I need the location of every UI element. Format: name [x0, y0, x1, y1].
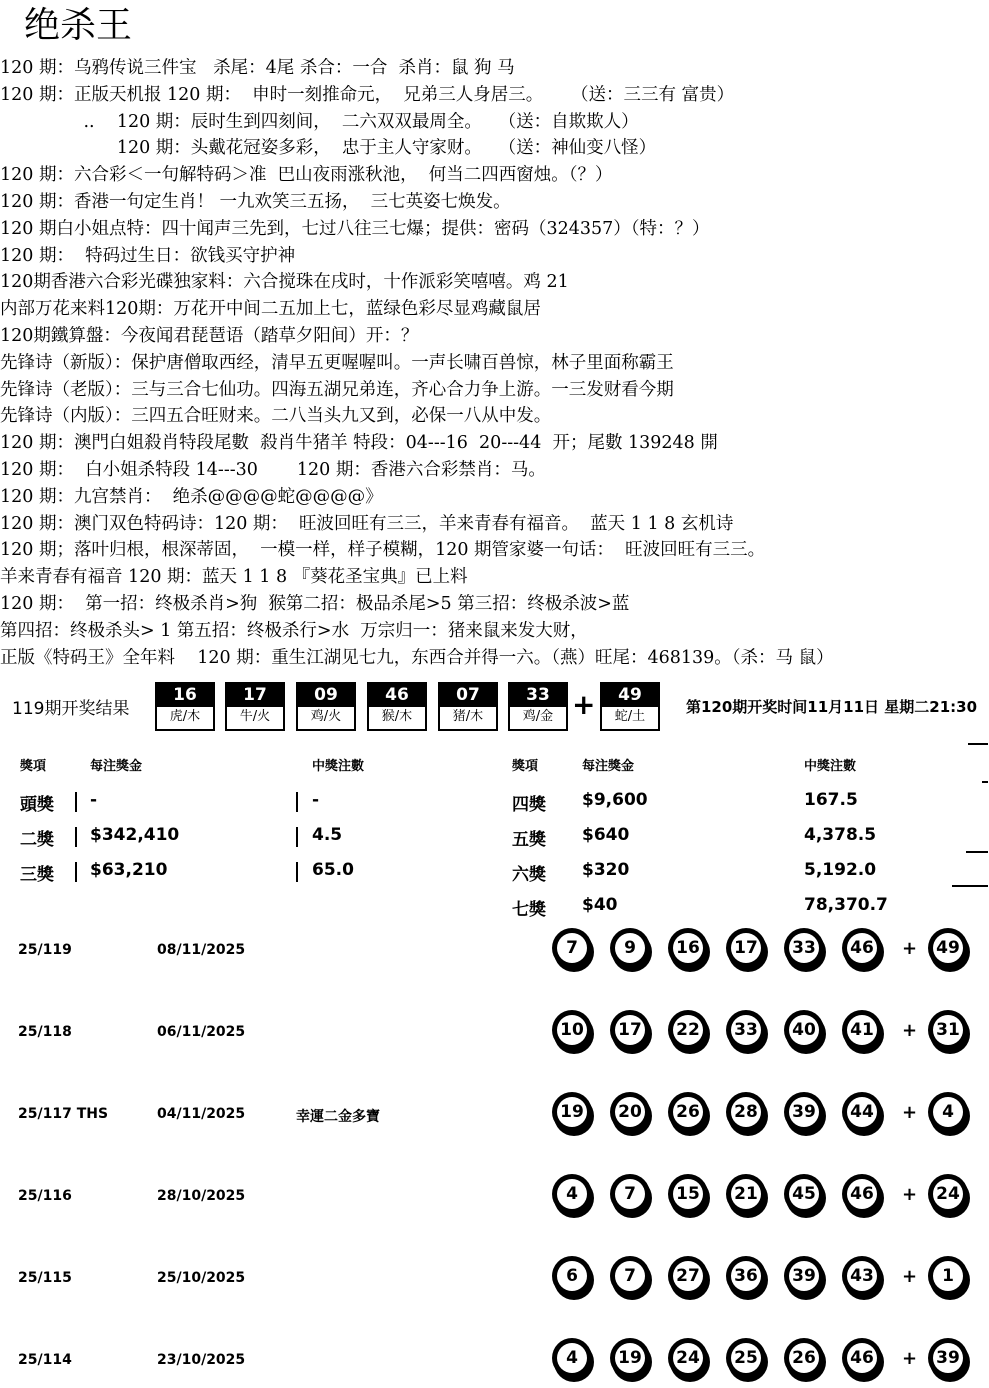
- column-divider: [75, 827, 77, 847]
- ball-number: 17: [615, 1015, 645, 1045]
- prize-name: 二獎: [20, 830, 54, 850]
- text-line: 先锋诗（内版）：三四五合旺财来。二八当头九又到，必保一八从中发。: [0, 406, 552, 427]
- header-item: 獎項: [512, 759, 539, 774]
- prize-winners: 5,192.0: [804, 860, 877, 880]
- history-plus-sign: +: [902, 1348, 918, 1369]
- history-number-ball: [842, 1010, 882, 1050]
- prize-name: 三獎: [20, 865, 54, 885]
- text-line: 120 期：正版天机报 120 期： 申时一刻推命元， 兄弟三人身居三。 （送：三三有 富贵）: [0, 84, 735, 105]
- text-line: 120期香港六合彩光碟独家料：六合搅珠在戌时，十作派彩笑嘻嘻。鸡 21: [0, 272, 569, 293]
- history-period: 25/119: [18, 942, 72, 958]
- history-number-ball: [784, 1338, 824, 1378]
- ball-number: 09: [298, 684, 354, 707]
- ball-number: 07: [440, 684, 496, 707]
- next-draw-time: 第120期开奖时间11月11日 星期二21:30: [686, 698, 978, 716]
- text-line: 先锋诗（老版）：三与三合七仙功。四海五湖兄弟连，齐心合力争上游。一三发财看今期: [0, 379, 674, 400]
- special-number-ball: [600, 682, 660, 731]
- ball-number: 4: [557, 1179, 587, 1209]
- ball-number: 16: [673, 933, 703, 963]
- history-period: 25/115: [18, 1270, 72, 1286]
- ball-number: 28: [731, 1097, 761, 1127]
- ball-zodiac: 猴/木: [381, 709, 413, 724]
- prize-winners: 65.0: [312, 860, 354, 880]
- ball-number: 49: [602, 684, 658, 707]
- header-winners: 中獎注數: [804, 759, 857, 774]
- ball-number: 7: [615, 1261, 645, 1291]
- ball-number: 27: [673, 1261, 703, 1291]
- history-number-ball: [552, 1010, 592, 1050]
- prize-amount: -: [90, 790, 98, 810]
- draw-results-label: 119期开奖结果: [12, 699, 130, 719]
- text-line: 120 期： 白小姐杀特段 14---30 120 期：香港六合彩禁肖：马。: [0, 459, 546, 480]
- ball-number: 39: [789, 1261, 819, 1291]
- drawn-number-ball: [367, 682, 427, 731]
- history-date: 06/11/2025: [157, 1024, 246, 1040]
- ball-number: 4: [557, 1343, 587, 1373]
- ball-number: 40: [789, 1015, 819, 1045]
- ball-number: 1: [933, 1261, 963, 1291]
- history-period: 25/116: [18, 1188, 72, 1204]
- history-row: [0, 1256, 989, 1306]
- history-number-ball: [610, 1256, 650, 1296]
- prize-name: 四獎: [512, 795, 546, 815]
- header-amount: 每注獎金: [582, 759, 635, 774]
- ball-number: 25: [731, 1343, 761, 1373]
- ball-number: 36: [731, 1261, 761, 1291]
- text-line: 120 期：乌鸦传说三件宝 杀尾：4尾 杀合：一合 杀肖：鼠 狗 马: [0, 58, 515, 78]
- prize-winners: 4,378.5: [804, 825, 877, 845]
- edge-mark: [952, 885, 988, 887]
- ball-number: 17: [227, 684, 283, 707]
- history-number-ball: [668, 1256, 708, 1296]
- prize-amount: $640: [582, 825, 630, 845]
- ball-number: 26: [673, 1097, 703, 1127]
- history-special-ball: [928, 1338, 968, 1378]
- history-number-ball: [668, 1092, 708, 1132]
- history-number-ball: [842, 1092, 882, 1132]
- ball-number: 16: [157, 684, 213, 707]
- ball-number: 41: [847, 1015, 877, 1045]
- header-item: 獎項: [20, 759, 47, 774]
- drawn-number-ball: [296, 682, 356, 731]
- text-line: .. 120 期：辰时生到四刻间， 二六双双最周全。 （送：自欺欺人）: [0, 111, 639, 132]
- ball-number: 24: [933, 1179, 963, 1209]
- history-period: 25/117 THS: [18, 1106, 109, 1122]
- prize-name: 五獎: [512, 830, 546, 850]
- history-period: 25/118: [18, 1024, 72, 1040]
- history-date: 23/10/2025: [157, 1352, 246, 1368]
- ball-number: 15: [673, 1179, 703, 1209]
- history-special-ball: [928, 928, 968, 968]
- history-number-ball: [668, 1010, 708, 1050]
- history-date: 08/11/2025: [157, 942, 246, 958]
- history-number-ball: [726, 1174, 766, 1214]
- ball-number: 22: [673, 1015, 703, 1045]
- history-number-ball: [726, 1010, 766, 1050]
- ball-number: 39: [933, 1343, 963, 1373]
- prize-winners: -: [312, 790, 320, 810]
- history-number-ball: [552, 1174, 592, 1214]
- text-line: 120 期；落叶归根，根深蒂固， 一模一样，样子模糊，120 期管家婆一句话： 旺波回旺有三三。: [0, 540, 766, 561]
- ball-number: 46: [847, 933, 877, 963]
- drawn-number-ball: [508, 682, 568, 731]
- history-number-ball: [668, 1174, 708, 1214]
- history-plus-sign: +: [902, 1020, 918, 1041]
- history-date: 25/10/2025: [157, 1270, 246, 1286]
- history-number-ball: [842, 1174, 882, 1214]
- column-divider: [296, 827, 298, 847]
- ball-number: 39: [789, 1097, 819, 1127]
- history-row: [0, 928, 989, 978]
- ball-number: 26: [789, 1343, 819, 1373]
- history-plus-sign: +: [902, 1184, 918, 1205]
- history-note: 幸運二金多寶: [296, 1109, 380, 1125]
- special-plus-sign: +: [572, 688, 596, 721]
- history-number-ball: [842, 1256, 882, 1296]
- history-number-ball: [726, 1256, 766, 1296]
- history-number-ball: [784, 1256, 824, 1296]
- history-date: 28/10/2025: [157, 1188, 246, 1204]
- text-line: 120 期： 特码过生日：欲钱买守护神: [0, 245, 296, 266]
- history-number-ball: [610, 1010, 650, 1050]
- ball-number: 46: [847, 1343, 877, 1373]
- history-number-ball: [726, 928, 766, 968]
- history-special-ball: [928, 1010, 968, 1050]
- history-date: 04/11/2025: [157, 1106, 246, 1122]
- drawn-number-ball: [155, 682, 215, 731]
- column-divider: [296, 792, 298, 812]
- history-number-ball: [842, 928, 882, 968]
- ball-zodiac: 鸡/火: [310, 709, 342, 724]
- header-winners: 中獎注數: [312, 759, 365, 774]
- ball-number: 33: [510, 684, 566, 707]
- ball-number: 19: [557, 1097, 587, 1127]
- ball-zodiac: 牛/火: [239, 709, 271, 724]
- ball-number: 7: [615, 1179, 645, 1209]
- history-number-ball: [552, 1256, 592, 1296]
- ball-number: 46: [369, 684, 425, 707]
- prize-amount: $342,410: [90, 825, 180, 845]
- text-line: 120 期：九宫禁肖： 绝杀@@@@蛇@@@@》: [0, 486, 383, 507]
- history-number-ball: [784, 928, 824, 968]
- ball-zodiac: 虎/木: [169, 709, 201, 724]
- prize-amount: $63,210: [90, 860, 168, 880]
- history-row: [0, 1338, 989, 1388]
- text-line: 羊来青春有福音 120 期：蓝天 1 1 8 『葵花圣宝典』已上料: [0, 567, 468, 588]
- history-number-ball: [842, 1338, 882, 1378]
- ball-number: 45: [789, 1179, 819, 1209]
- history-special-ball: [928, 1256, 968, 1296]
- ball-number: 6: [557, 1261, 587, 1291]
- ball-number: 24: [673, 1343, 703, 1373]
- prize-name: 七獎: [512, 900, 546, 920]
- history-number-ball: [726, 1338, 766, 1378]
- text-line: 120 期：六合彩＜一句解特码＞准 巴山夜雨涨秋池， 何当二四西窗烛。（？）: [0, 165, 613, 186]
- history-plus-sign: +: [902, 938, 918, 959]
- ball-number: 46: [847, 1179, 877, 1209]
- ball-number: 33: [731, 1015, 761, 1045]
- page-title: 绝杀王: [24, 5, 133, 46]
- prize-winners: 167.5: [804, 790, 858, 810]
- drawn-number-ball: [438, 682, 498, 731]
- history-row: [0, 1092, 989, 1142]
- prize-winners: 78,370.7: [804, 895, 888, 915]
- text-line: 120 期：香港一句定生肖！ 一九欢笑三五扬， 三七英姿七焕发。: [0, 191, 511, 212]
- text-line: 120 期：头戴花冠姿多彩， 忠于主人守家财。 （送：神仙变八怪）: [0, 138, 657, 159]
- ball-number: 17: [731, 933, 761, 963]
- text-line: 120 期： 第一招：终极杀肖>狗 猴第二招：极品杀尾>5 第三招：终极杀波>蓝: [0, 593, 630, 614]
- ball-zodiac: 蛇/土: [614, 709, 646, 724]
- ball-number: 33: [789, 933, 819, 963]
- history-number-ball: [552, 1092, 592, 1132]
- drawn-number-ball: [225, 682, 285, 731]
- history-plus-sign: +: [902, 1102, 918, 1123]
- history-number-ball: [784, 1092, 824, 1132]
- history-number-ball: [784, 1010, 824, 1050]
- text-line: 先锋诗（新版）：保护唐僧取西经，清早五更喔喔叫。一声长啸百兽惊，林子里面称霸王: [0, 352, 674, 373]
- history-number-ball: [668, 928, 708, 968]
- edge-mark: [982, 781, 988, 783]
- history-row: [0, 1174, 989, 1224]
- ball-number: 19: [615, 1343, 645, 1373]
- ball-number: 4: [933, 1097, 963, 1127]
- text-line: 内部万花来料120期：万花开中间二五加上七，蓝绿色彩尽显鸡藏鼠居: [0, 299, 541, 320]
- text-line: 正版《特码王》全年料 120 期：重生江湖见七九，东西合并得一六。（燕）旺尾：468139。（杀：马 鼠）: [0, 647, 834, 668]
- draw-results-row: [0, 682, 989, 734]
- edge-mark: [966, 851, 988, 853]
- history-number-ball: [610, 928, 650, 968]
- column-divider: [296, 862, 298, 882]
- prize-name: 六獎: [512, 865, 546, 885]
- history-number-ball: [610, 1338, 650, 1378]
- ball-number: 7: [557, 933, 587, 963]
- history-row: [0, 1010, 989, 1060]
- ball-zodiac: 鸡/金: [522, 709, 554, 724]
- history-number-ball: [726, 1092, 766, 1132]
- history-number-ball: [610, 1092, 650, 1132]
- ball-number: 10: [557, 1015, 587, 1045]
- ball-number: 43: [847, 1261, 877, 1291]
- ball-number: 49: [933, 933, 963, 963]
- edge-mark: [968, 743, 988, 745]
- ball-number: 20: [615, 1097, 645, 1127]
- ball-number: 44: [847, 1097, 877, 1127]
- prize-amount: $320: [582, 860, 630, 880]
- column-divider: [75, 862, 77, 882]
- ball-zodiac: 猪/木: [452, 709, 484, 724]
- history-special-ball: [928, 1092, 968, 1132]
- history-number-ball: [552, 928, 592, 968]
- column-divider: [75, 792, 77, 812]
- header-amount: 每注獎金: [90, 759, 143, 774]
- text-line: 120 期白小姐点特：四十闻声三先到，七过八往三七爆；提供：密码（324357）（特：？）: [0, 218, 710, 239]
- text-line: 第四招：终极杀头> 1 第五招：终极杀行>水 万宗归一：猪来鼠来发大财，: [0, 620, 588, 641]
- history-number-ball: [552, 1338, 592, 1378]
- ball-number: 21: [731, 1179, 761, 1209]
- prediction-text-block: [0, 55, 989, 671]
- prize-amount: $9,600: [582, 790, 648, 810]
- text-line: 120 期：澳門白姐殺肖特段尾數 殺肖牛猪羊 特段：04---16 20---44 开；尾數 139248 開: [0, 433, 718, 454]
- prize-name: 頭獎: [20, 795, 54, 815]
- ball-number: 9: [615, 933, 645, 963]
- text-line: 120 期：澳门双色特码诗：120 期： 旺波回旺有三三，羊来青春有福音。 蓝天 1 1 8 玄机诗: [0, 513, 734, 534]
- history-period: 25/114: [18, 1352, 72, 1368]
- prize-amount: $40: [582, 895, 618, 915]
- history-number-ball: [610, 1174, 650, 1214]
- history-special-ball: [928, 1174, 968, 1214]
- prize-winners: 4.5: [312, 825, 343, 845]
- text-line: 120期鐵算盤：今夜闻君琵琶语（踏草夕阳间）开：？: [0, 325, 419, 346]
- history-number-ball: [668, 1338, 708, 1378]
- history-plus-sign: +: [902, 1266, 918, 1287]
- history-number-ball: [784, 1174, 824, 1214]
- ball-number: 31: [933, 1015, 963, 1045]
